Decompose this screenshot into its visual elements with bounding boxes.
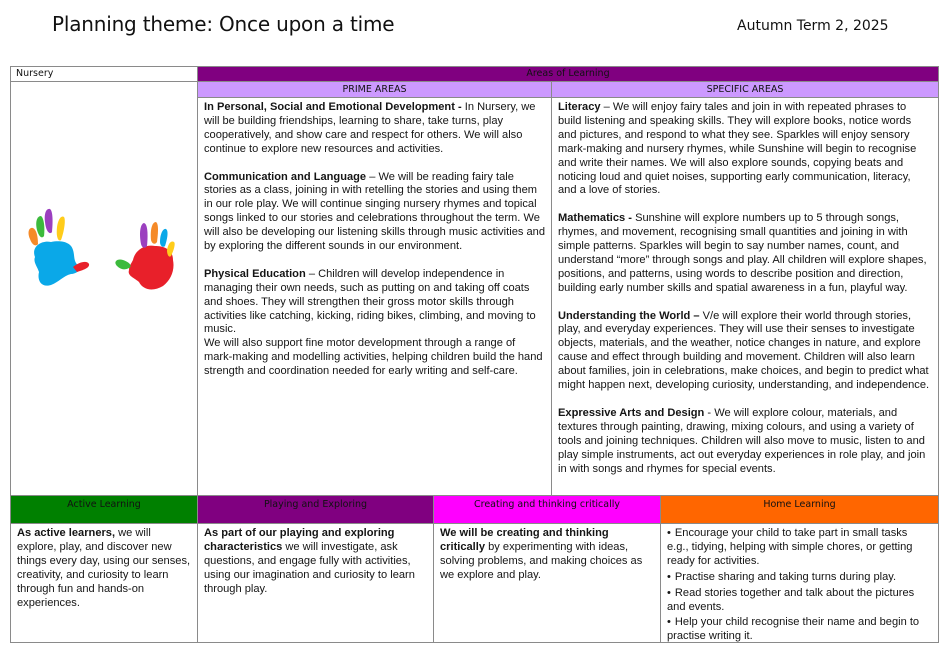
creating-thinking-label: Creating and thinking critically [473, 499, 621, 510]
planning-theme-title: Planning theme: Once upon a time [52, 12, 395, 36]
areas-of-learning-label: Areas of Learning [526, 68, 610, 79]
right-handprint-icon [115, 222, 174, 289]
home-learning-content [660, 523, 939, 643]
active-learning-text: we will explore, play, and discover new things every day, using our senses, creativity, and curiosity to learn through fun and hands-on experiences. [17, 527, 191, 609]
literacy-heading: Literacy [558, 101, 601, 113]
physical-paragraph-2 [204, 337, 545, 379]
communication-paragraph [204, 171, 545, 254]
physical-text: – Children will develop independence in managing their own needs, such as putting on and taking off coats and shoes. They will strengthen their gross motor skills through activities like catching, kicking, riding bikes, climbing, and moving to music. [204, 267, 536, 336]
physical-text-2: We will also support fine motor development through a range of mark-making and modelling activities, helping children build the hand strength and coordination needed for early writing and self-care. [204, 337, 543, 378]
mathematics-heading: Mathematics - [558, 212, 636, 225]
handprints-image [11, 82, 197, 495]
creating-thinking-heading: We will be creating and thinking critically [440, 527, 609, 553]
playing-exploring-header [197, 495, 434, 524]
term-label: Autumn Term 2, 2025 [737, 18, 889, 34]
physical-paragraph [204, 268, 545, 338]
home-learning-header [660, 495, 939, 524]
prime-areas-content [197, 97, 552, 496]
communication-text: – We will be reading fairy tale stories as a class, joining in with retelling the stories and using them in our role play. We will continue singing nursery rhymes and topical songs linked to our stories and celebrations throughout the term. We will also be developing our listening skills through music activities and by exploring the different sounds in our environment. [204, 170, 545, 253]
understanding-world-heading: Understanding the World – [558, 309, 703, 322]
active-learning-content [10, 523, 198, 643]
areas-of-learning-header [197, 66, 939, 82]
active-learning-header [10, 495, 198, 524]
home-learning-item: • Encourage your child to take part in small tasks e.g., tidying, helping with simple chores, or getting ready for activities. [667, 527, 932, 569]
mathematics-text: Sunshine will explore numbers up to 5 through songs, rhymes, and movement, recognising small quantities and joining in with simple patterns. Sparkles will begin to say number names, count, and understand “more” through songs and play. All children will explore shapes, positions, and patterns, using words to describe position and direction, building early number skills and spatial awareness in a fun, playful way. [558, 212, 927, 294]
specific-areas-header [551, 81, 939, 98]
pse-text: In Nursery, we will be building friendships, learning to share, take turns, play cooperatively, and show care and respect for others. We will also continue to explore new resources and activities. [204, 101, 536, 155]
image-cell [10, 81, 198, 496]
literacy-paragraph [558, 101, 932, 198]
playing-exploring-content [197, 523, 434, 643]
understanding-world-paragraph [558, 310, 932, 393]
creating-thinking-content [433, 523, 661, 643]
specific-areas-content [551, 97, 939, 496]
expressive-arts-paragraph [558, 407, 932, 477]
playing-exploring-text: we will investigate, ask questions, and engage fully with activities, using our imagination and curiosity to learn through play. [204, 540, 415, 595]
expressive-arts-heading: Expressive Arts and Design [558, 406, 705, 419]
physical-heading: Physical Education [204, 267, 306, 280]
left-handprint-icon [29, 209, 90, 286]
mathematics-paragraph [558, 212, 932, 295]
home-learning-item: • Help your child recognise their name and begin to practise writing it. [667, 616, 932, 643]
creating-thinking-text: by experimenting with ideas, solving problems, and making choices as we explore and play. [440, 540, 643, 581]
playing-exploring-label: Playing and Exploring [263, 499, 368, 510]
literacy-text: – We will enjoy fairy tales and join in with repeated phrases to build listening and speaking skills. They will explore books, notice words and pictures, and respond to what they see. Sparkles will enjoy sensory mark-making and nursery rhymes, while Sunshine will begin to recognise and write their names. We will also explore sounds, copying beats and noticing loud and quiet noises, supporting early communication, literacy, and a love of stories. [558, 101, 917, 197]
playing-exploring-heading: As part of our playing and exploring characteristics [204, 527, 395, 553]
prime-areas-header [197, 81, 552, 98]
prime-areas-label: PRIME AREAS [342, 84, 407, 95]
pse-paragraph [204, 101, 545, 157]
expressive-arts-text: - We will explore colour, materials, and textures through painting, drawing, mixing colours, and using a variety of tools and joining techniques. Children will also move to music, listen to and play simple instruments, act out everyday experiences in role play, and join in with songs and rhymes for special events. [558, 406, 926, 475]
planning-table [10, 66, 939, 643]
creating-thinking-header [433, 495, 661, 524]
home-learning-list [667, 527, 932, 643]
home-learning-item: • Practise sharing and taking turns during play. [667, 571, 932, 585]
home-learning-item: • Read stories together and talk about the pictures and events. [667, 587, 932, 615]
communication-heading: Communication and Language [204, 170, 367, 183]
active-learning-heading: As active learners, [17, 527, 116, 539]
nursery-label-cell [10, 66, 198, 82]
active-learning-label: Active Learning [67, 499, 141, 510]
understanding-world-text: V/e will explore their world through stories, play, and everyday experiences. They will use their senses to investigate objects, materials, and the weather, notice changes in nature, and explore cause and effect through building and movement. Children will also learn about families, join in celebrations, make choices, and begin to predict what might happen next, developing curiosity, understanding, and independence. [558, 309, 930, 392]
specific-areas-label: SPECIFIC AREAS [706, 84, 784, 95]
home-learning-label: Home Learning [763, 499, 836, 510]
nursery-label: Nursery [16, 68, 54, 79]
pse-heading: In Personal, Social and Emotional Development - [204, 101, 465, 113]
